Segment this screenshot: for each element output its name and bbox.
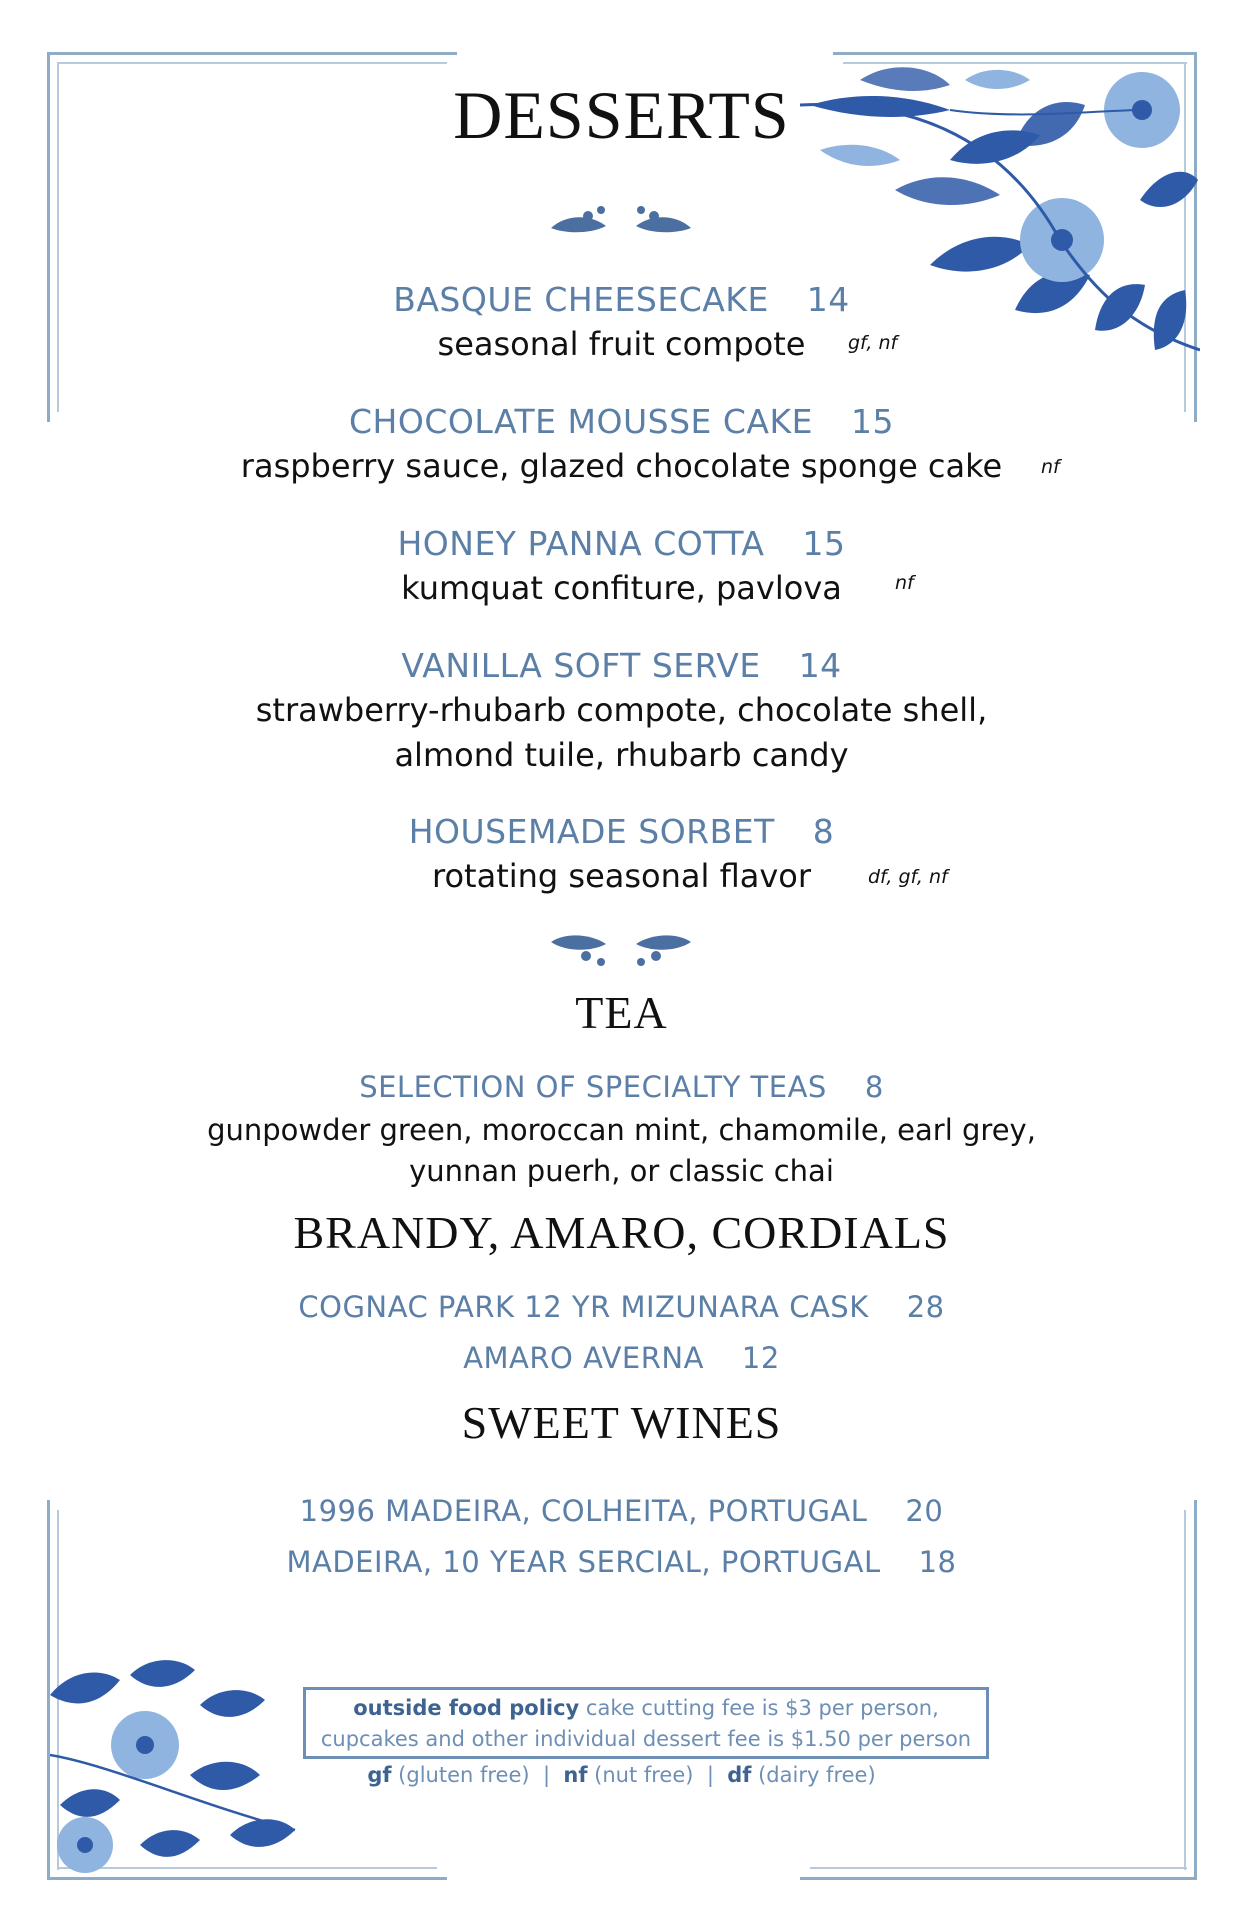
sweet-wines-title: SWEET WINES <box>461 1397 782 1448</box>
item-title: HOUSEMADE SORBET <box>408 812 775 851</box>
policy-line-2: cupcakes and other individual dessert fee is $1.50 per person <box>320 1727 972 1751</box>
menu-item-desc: yunnan puerh, or classic chai <box>409 1154 834 1188</box>
item-title: VANILLA SOFT SERVE <box>401 646 761 685</box>
legend-nf-text: (nut free) <box>587 1763 694 1787</box>
legend-gf-text: (gluten free) <box>391 1763 530 1787</box>
item-price: 8 <box>864 1070 884 1104</box>
menu-item-desc: almond tuile, rhubarb candy <box>394 736 849 774</box>
legend-sep: | <box>693 1763 728 1787</box>
outside-food-policy <box>303 1687 989 1759</box>
menu-item-desc: seasonal fruit compote <box>437 325 806 363</box>
item-price: 20 <box>905 1494 944 1528</box>
item-title: CHOCOLATE MOUSSE CAKE <box>349 402 813 441</box>
item-price: 12 <box>741 1341 780 1375</box>
legend-gf: gf <box>367 1763 392 1787</box>
frame-bottom-right <box>800 1877 1197 1880</box>
dietary-tag: df, gf, nf <box>868 866 948 888</box>
legend-df: df <box>727 1763 752 1787</box>
item-title: BASQUE CHEESECAKE <box>393 280 769 319</box>
menu-item-name <box>0 646 1243 685</box>
frame-top-left <box>47 52 457 55</box>
item-price: 8 <box>812 812 835 851</box>
desserts-title: DESSERTS <box>453 77 790 153</box>
policy-text-1: cake cutting fee is $3 per person, <box>579 1696 939 1720</box>
item-price: 14 <box>806 280 850 319</box>
menu-item-desc: kumquat confiture, pavlova <box>401 569 842 607</box>
menu-item-name <box>0 1545 1243 1579</box>
menu-item-desc: gunpowder green, moroccan mint, chamomile, earl grey, <box>207 1113 1036 1147</box>
item-price: 15 <box>850 402 894 441</box>
legend-df-text: (dairy free) <box>751 1763 876 1787</box>
policy-line-1 <box>306 1693 986 1724</box>
tea-title: TEA <box>575 987 668 1038</box>
frame-bottom-left <box>47 1877 447 1880</box>
menu-item-desc: raspberry sauce, glazed chocolate sponge cake <box>240 447 1003 485</box>
item-title: SELECTION OF SPECIALTY TEAS <box>359 1070 827 1104</box>
ornament-divider-icon <box>546 930 696 970</box>
menu-item-name <box>0 812 1243 851</box>
menu-item-name <box>0 1290 1243 1324</box>
menu-item-name <box>0 280 1243 319</box>
item-title: HONEY PANNA COTTA <box>397 524 765 563</box>
frame-inner-top <box>57 62 447 64</box>
item-title: AMARO AVERNA <box>463 1341 704 1375</box>
item-price: 18 <box>918 1545 957 1579</box>
item-price: 14 <box>798 646 842 685</box>
item-title: COGNAC PARK 12 YR MIZUNARA CASK <box>298 1290 869 1324</box>
item-title: 1996 MADEIRA, COLHEITA, PORTUGAL <box>299 1494 868 1528</box>
ornament-divider-icon <box>546 200 696 240</box>
menu-item-desc: strawberry-rhubarb compote, chocolate shell, <box>255 691 988 729</box>
menu-item-desc: rotating seasonal flavor <box>432 857 811 895</box>
legend-nf: nf <box>563 1763 588 1787</box>
brandy-title: BRANDY, AMARO, CORDIALS <box>293 1207 950 1258</box>
frame-inner-bottom-r <box>810 1867 1187 1869</box>
menu-item-name <box>0 1494 1243 1528</box>
dietary-legend <box>0 1763 1243 1787</box>
dietary-tag: gf, nf <box>848 332 898 354</box>
menu-item-name <box>0 524 1243 563</box>
item-price: 15 <box>802 524 846 563</box>
legend-sep: | <box>529 1763 564 1787</box>
item-title: MADEIRA, 10 YEAR SERCIAL, PORTUGAL <box>286 1545 881 1579</box>
menu-item-name <box>0 402 1243 441</box>
menu-item-name <box>0 1341 1243 1375</box>
dietary-tag: nf <box>1041 456 1060 478</box>
item-price: 28 <box>906 1290 945 1324</box>
policy-label: outside food policy <box>353 1696 580 1720</box>
menu-item-name <box>0 1070 1243 1104</box>
dietary-tag: nf <box>895 572 914 594</box>
